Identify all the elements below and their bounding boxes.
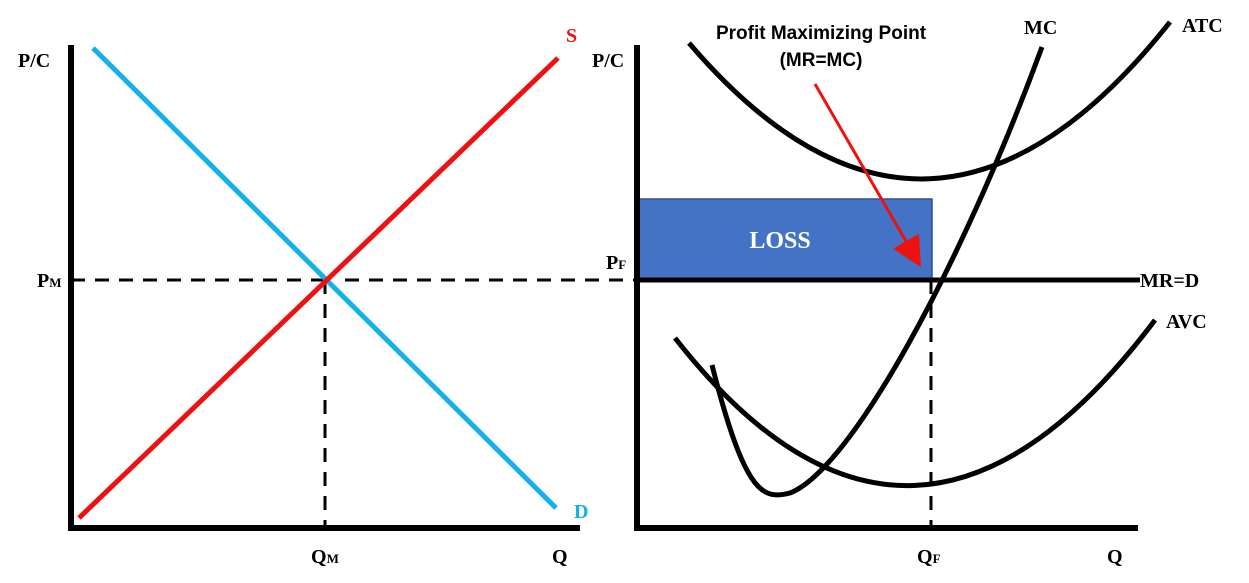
- market-quantity-label: QM: [311, 546, 339, 568]
- firm-y-axis-label: P/C: [592, 50, 625, 72]
- atc-curve: [689, 22, 1170, 179]
- demand-label: D: [574, 501, 589, 523]
- firm-quantity-label: QF: [917, 546, 941, 568]
- atc-label: ATC: [1182, 15, 1223, 37]
- supply-curve: [79, 58, 558, 518]
- profit-max-annotation-title: Profit Maximizing Point: [715, 23, 927, 44]
- market-price-label: PM: [37, 270, 62, 292]
- firm-price-label: PF: [606, 252, 627, 274]
- supply-label: S: [566, 25, 578, 47]
- mc-label: MC: [1024, 17, 1058, 39]
- avc-label: AVC: [1166, 311, 1207, 333]
- mr-demand-label: MR=D: [1140, 270, 1200, 292]
- avc-curve: [675, 320, 1155, 486]
- market-y-axis-label: P/C: [18, 50, 51, 72]
- firm-x-axis-label: Q: [1107, 546, 1123, 568]
- profit-max-annotation-subtitle: (MR=MC): [779, 50, 863, 71]
- market-panel: [18, 25, 588, 568]
- loss-label: LOSS: [749, 228, 811, 254]
- firm-panel: [592, 15, 1223, 568]
- market-x-axis-label: Q: [552, 546, 568, 568]
